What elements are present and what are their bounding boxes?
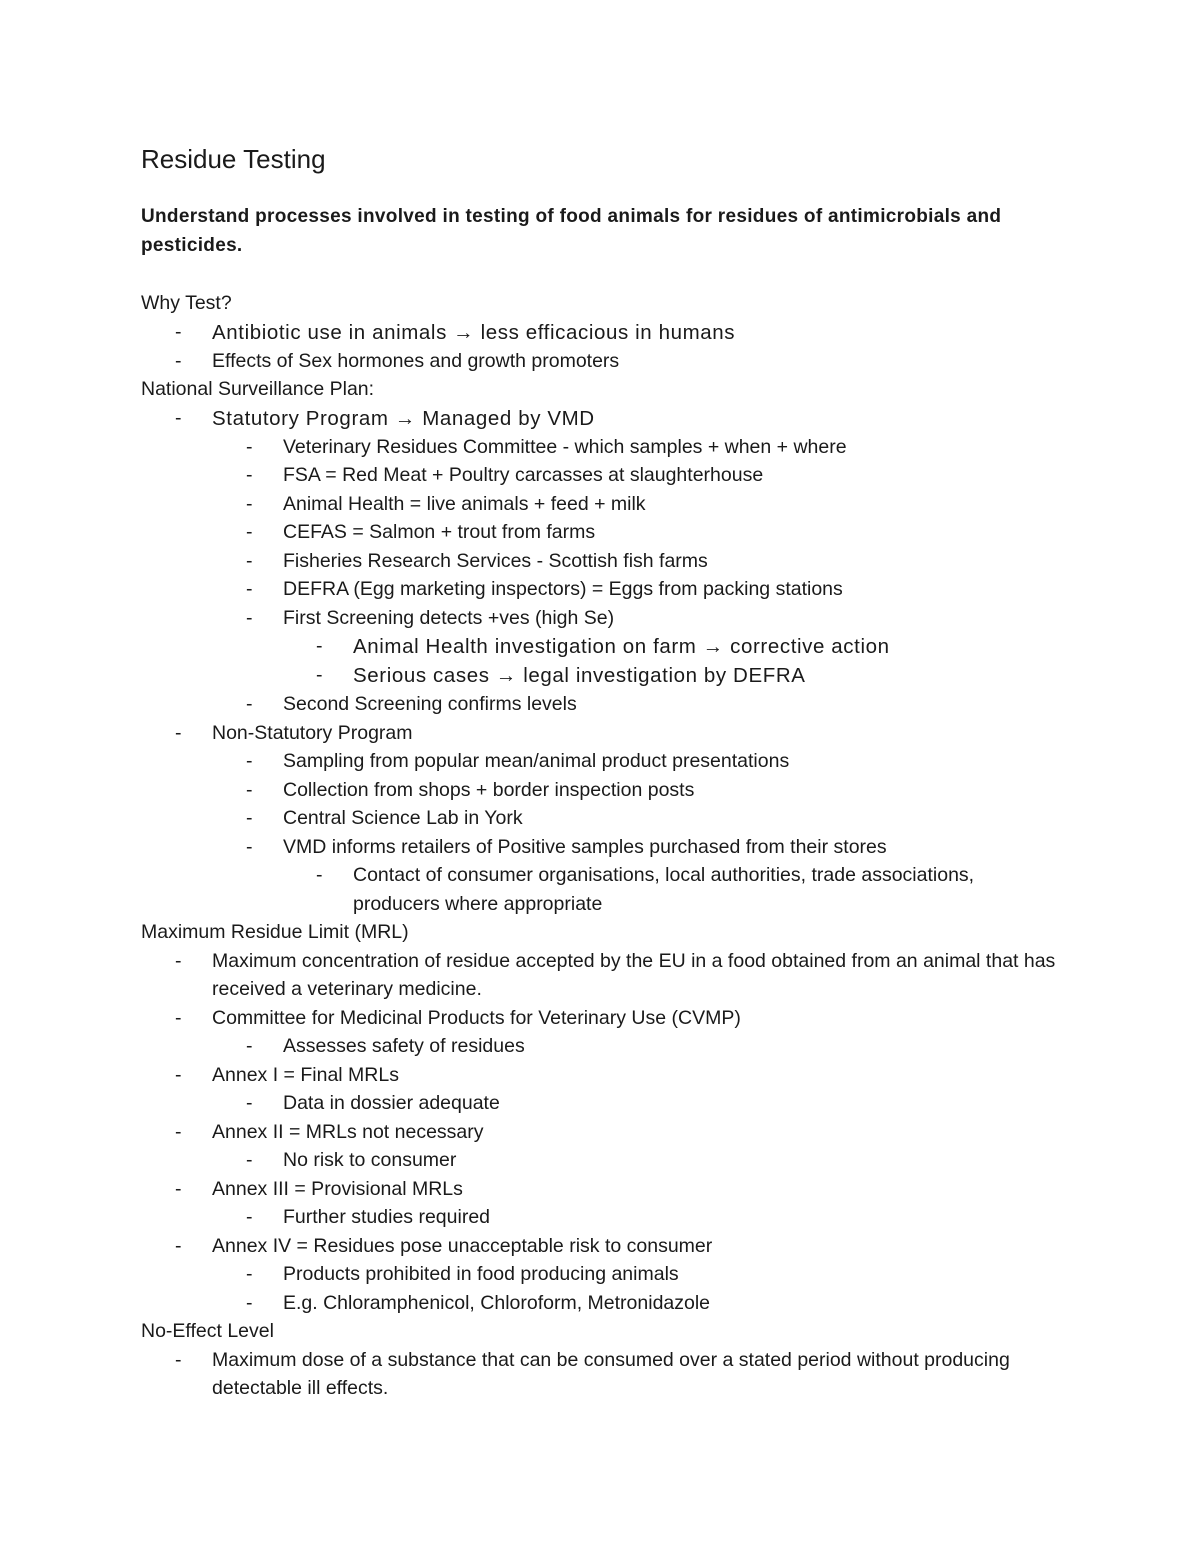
list-item — [141, 604, 1061, 633]
list-item-text: Antibiotic use in animals → less efficacious in humans — [212, 320, 736, 344]
learning-objective: Understand processes involved in testing of food animals for residues of antimicrobials and pesticides. — [141, 206, 1002, 256]
bullet-dash: - — [246, 807, 253, 829]
document-page — [141, 140, 1061, 1403]
list-item — [141, 1061, 1061, 1090]
bullet-list — [141, 318, 1061, 376]
bullet-dash: - — [175, 320, 183, 343]
section-why-test — [141, 289, 1061, 375]
list-item — [141, 318, 1061, 347]
bullet-dash: - — [246, 435, 253, 458]
bullet-dash: - — [175, 1063, 182, 1086]
list-item — [141, 575, 1061, 604]
bullet-dash: - — [175, 949, 182, 972]
bullet-dash: - — [316, 864, 323, 886]
list-item-text: DEFRA (Egg marketing inspectors) = Eggs from packing stations — [283, 578, 843, 600]
list-item — [141, 1203, 1061, 1232]
list-item-text: Contact of consumer organisations, local authorities, trade associations, producers where appropriate — [353, 864, 975, 915]
bullet-dash: - — [246, 521, 253, 543]
list-item — [141, 1289, 1061, 1318]
list-item-text: Maximum dose of a substance that can be consumed over a stated period without producing detectable ill effects. — [212, 1348, 1010, 1399]
list-item — [141, 1175, 1061, 1204]
list-item — [141, 1260, 1061, 1289]
list-item — [141, 690, 1061, 719]
list-item-text: Statutory Program → Managed by VMD — [212, 406, 595, 430]
list-item — [141, 833, 1061, 862]
bullet-dash: - — [246, 693, 253, 715]
bullet-dash: - — [246, 1092, 253, 1114]
list-item — [141, 861, 1061, 918]
bullet-dash: - — [246, 1291, 253, 1314]
list-item — [141, 547, 1061, 576]
section-maximum-residue-limit — [141, 918, 1061, 1317]
list-item-text: Committee for Medicinal Products for Veterinary Use (CVMP) — [212, 1006, 741, 1029]
section-national-surveillance-plan — [141, 375, 1061, 918]
bullet-dash: - — [175, 1177, 182, 1200]
list-item-text: E.g. Chloramphenicol, Chloroform, Metronidazole — [283, 1291, 711, 1314]
list-item — [141, 1004, 1061, 1033]
list-item-text: Sampling from popular mean/animal product presentations — [283, 750, 790, 772]
list-item — [141, 490, 1061, 519]
bullet-dash: - — [175, 1348, 182, 1371]
list-item-text: Annex IV = Residues pose unacceptable risk to consumer — [212, 1234, 713, 1257]
list-item-text: FSA = Red Meat + Poultry carcasses at slaughterhouse — [283, 464, 764, 486]
list-item — [141, 1089, 1061, 1118]
bullet-dash: - — [246, 778, 253, 801]
bullet-dash: - — [246, 464, 253, 486]
list-item-text: Central Science Lab in York — [283, 807, 523, 829]
bullet-dash: - — [246, 549, 253, 572]
bullet-dash: - — [175, 721, 182, 744]
bullet-dash: - — [246, 750, 253, 772]
list-item — [141, 461, 1061, 490]
list-item-text: Non-Statutory Program — [212, 721, 413, 744]
list-item-text: Assesses safety of residues — [283, 1035, 525, 1057]
list-item-text: Fisheries Research Services - Scottish fish farms — [283, 549, 708, 572]
list-item — [141, 1346, 1061, 1403]
list-item — [141, 776, 1061, 805]
page-title: Residue Testing — [141, 144, 326, 174]
bullet-list — [141, 1346, 1061, 1403]
list-item — [141, 347, 1061, 376]
list-item — [141, 661, 1061, 690]
list-item — [141, 1232, 1061, 1261]
list-item-text: First Screening detects +ves (high Se) — [283, 606, 615, 629]
list-item-text: Annex III = Provisional MRLs — [212, 1177, 463, 1200]
bullet-dash: - — [246, 606, 253, 629]
section-heading: Why Test? — [141, 292, 232, 314]
list-item — [141, 433, 1061, 462]
list-item-text: No risk to consumer — [283, 1149, 457, 1171]
bullet-dash: - — [246, 1263, 253, 1285]
list-item — [141, 518, 1061, 547]
list-item-text: Annex II = MRLs not necessary — [212, 1120, 484, 1143]
bullet-dash: - — [316, 635, 324, 657]
bullet-dash: - — [175, 1120, 182, 1143]
list-item — [141, 1032, 1061, 1061]
section-heading: Maximum Residue Limit (MRL) — [141, 921, 409, 943]
bullet-dash: - — [246, 1206, 253, 1228]
list-item-text: Animal Health = live animals + feed + milk — [283, 492, 646, 515]
section-heading: National Surveillance Plan: — [141, 378, 375, 400]
bullet-dash: - — [246, 1035, 253, 1057]
bullet-dash: - — [246, 492, 253, 515]
list-item-text: Collection from shops + border inspection posts — [283, 778, 695, 801]
list-item — [141, 747, 1061, 776]
list-item-text: Second Screening confirms levels — [283, 693, 577, 715]
list-item — [141, 1118, 1061, 1147]
bullet-dash: - — [246, 835, 253, 858]
list-item — [141, 804, 1061, 833]
list-item-text: Effects of Sex hormones and growth promoters — [212, 349, 620, 372]
list-item — [141, 1146, 1061, 1175]
bullet-dash: - — [246, 578, 253, 600]
bullet-dash: - — [175, 406, 183, 429]
bullet-dash: - — [246, 1149, 253, 1171]
list-item — [141, 947, 1061, 1004]
bullet-list — [141, 404, 1061, 919]
list-item-text: Annex I = Final MRLs — [212, 1063, 399, 1086]
list-item-text: Animal Health investigation on farm → corrective action — [353, 635, 890, 658]
bullet-dash: - — [316, 664, 324, 686]
list-item-text: Maximum concentration of residue accepted by the EU in a food obtained from an animal that has received a veterinary medicine. — [212, 949, 1056, 1000]
list-item-text: Data in dossier adequate — [283, 1092, 500, 1114]
list-item-text: Veterinary Residues Committee - which samples + when + where — [283, 435, 847, 458]
section-heading: No-Effect Level — [141, 1320, 274, 1342]
bullet-dash: - — [175, 349, 182, 372]
section-no-effect-level — [141, 1317, 1061, 1403]
list-item — [141, 632, 1061, 661]
list-item-text: Products prohibited in food producing animals — [283, 1263, 679, 1285]
list-item — [141, 404, 1061, 433]
bullet-dash: - — [175, 1234, 182, 1257]
list-item-text: Further studies required — [283, 1206, 491, 1228]
list-item-text: CEFAS = Salmon + trout from farms — [283, 521, 596, 543]
list-item-text: Serious cases → legal investigation by DEFRA — [353, 664, 806, 687]
list-item-text: VMD informs retailers of Positive samples purchased from their stores — [283, 835, 887, 858]
bullet-list — [141, 947, 1061, 1318]
bullet-dash: - — [175, 1006, 182, 1029]
list-item — [141, 719, 1061, 748]
